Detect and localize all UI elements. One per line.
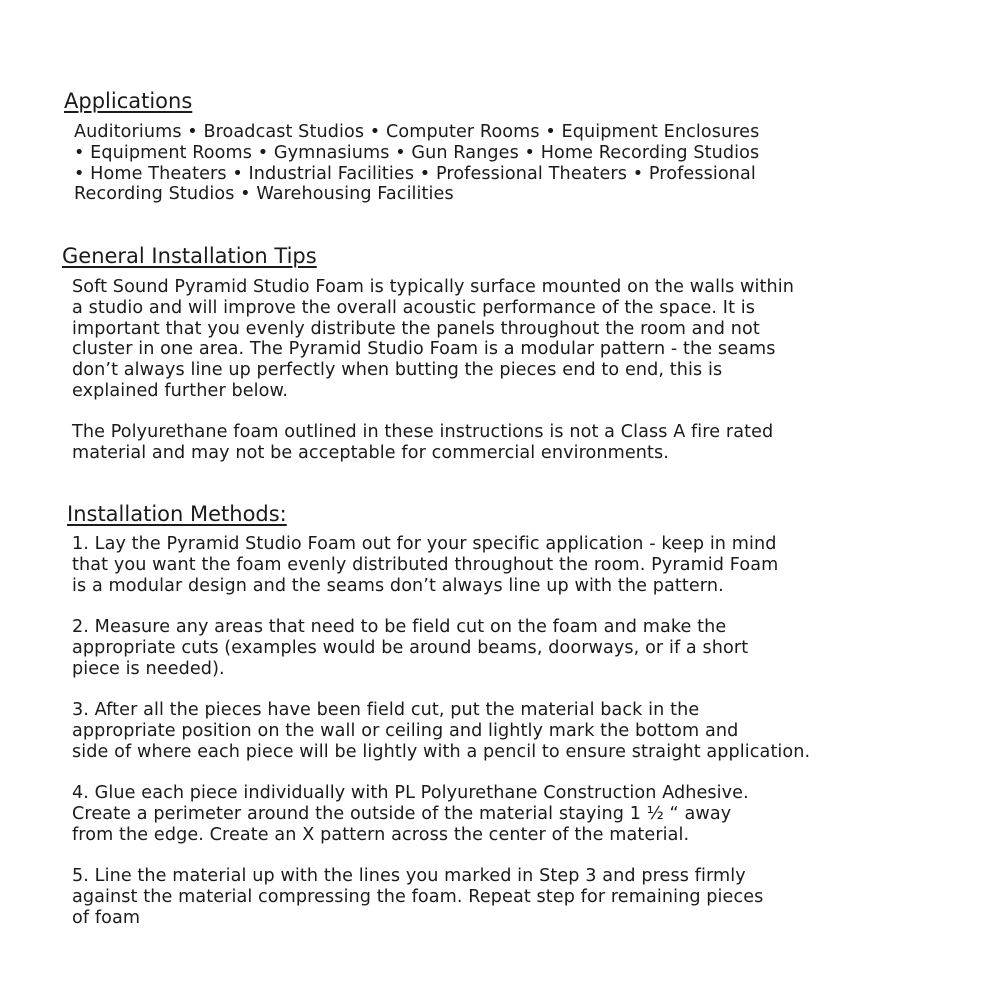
text-line: is a modular design and the seams don’t always line up with the pattern.: [72, 575, 724, 596]
text-line: 1. Lay the Pyramid Studio Foam out for your specific application - keep in mind: [72, 534, 777, 554]
text-line: appropriate position on the wall or ceiling and lightly mark the bottom and: [72, 720, 739, 741]
text-line: a studio and will improve the overall acoustic performance of the space. It is: [72, 297, 756, 318]
applications-line: • Equipment Rooms • Gymnasiums • Gun Ranges • Home Recording Studios: [74, 142, 760, 163]
text-line: explained further below.: [72, 380, 289, 401]
text-line: cluster in one area. The Pyramid Studio Foam is a modular pattern - the seams: [72, 339, 776, 360]
applications-list: [74, 122, 759, 205]
applications-heading: Applications: [64, 89, 193, 113]
text-line: material and may not be acceptable for commercial environments.: [72, 442, 670, 463]
general-tips-heading: General Installation Tips: [62, 244, 317, 268]
installation-step-2: [72, 617, 748, 679]
text-line: important that you evenly distribute the panels throughout the room and not: [72, 318, 760, 339]
text-line: Soft Sound Pyramid Studio Foam is typically surface mounted on the walls within: [72, 277, 795, 297]
installation-step-1: [72, 534, 778, 596]
text-line: against the material compressing the foam. Repeat step for remaining pieces: [72, 886, 764, 907]
text-line: don’t always line up perfectly when butting the pieces end to end, this is: [72, 360, 723, 381]
text-line: piece is needed).: [72, 658, 225, 679]
text-line: that you want the foam evenly distributed throughout the room. Pyramid Foam: [72, 554, 779, 575]
text-line: Create a perimeter around the outside of the material staying 1 ½ “ away: [72, 803, 732, 824]
applications-line: Auditoriums • Broadcast Studios • Computer Rooms • Equipment Enclosures: [74, 122, 760, 142]
text-line: The Polyurethane foam outlined in these instructions is not a Class A fire rated: [72, 422, 774, 442]
installation-step-4: [72, 783, 749, 845]
text-line: side of where each piece will be lightly with a pencil to ensure straight application.: [72, 741, 811, 762]
applications-line: • Home Theaters • Industrial Facilities • Professional Theaters • Professional: [74, 163, 756, 184]
text-line: appropriate cuts (examples would be around beams, doorways, or if a short: [72, 637, 749, 658]
text-line: 4. Glue each piece individually with PL Polyurethane Construction Adhesive.: [72, 783, 749, 803]
text-line: 5. Line the material up with the lines you marked in Step 3 and press firmly: [72, 866, 746, 886]
general-tips-paragraph-1: [72, 277, 794, 402]
text-line: 3. After all the pieces have been field cut, put the material back in the: [72, 700, 700, 720]
general-tips-paragraph-2: [72, 422, 773, 464]
applications-line: Recording Studios • Warehousing Facilities: [74, 184, 454, 205]
text-line: from the edge. Create an X pattern across the center of the material.: [72, 824, 690, 845]
text-line: 2. Measure any areas that need to be field cut on the foam and make the: [72, 617, 727, 637]
installation-methods-heading: Installation Methods:: [67, 502, 287, 526]
installation-step-5: [72, 866, 763, 928]
installation-step-3: [72, 700, 810, 762]
text-line: of foam: [72, 907, 141, 928]
